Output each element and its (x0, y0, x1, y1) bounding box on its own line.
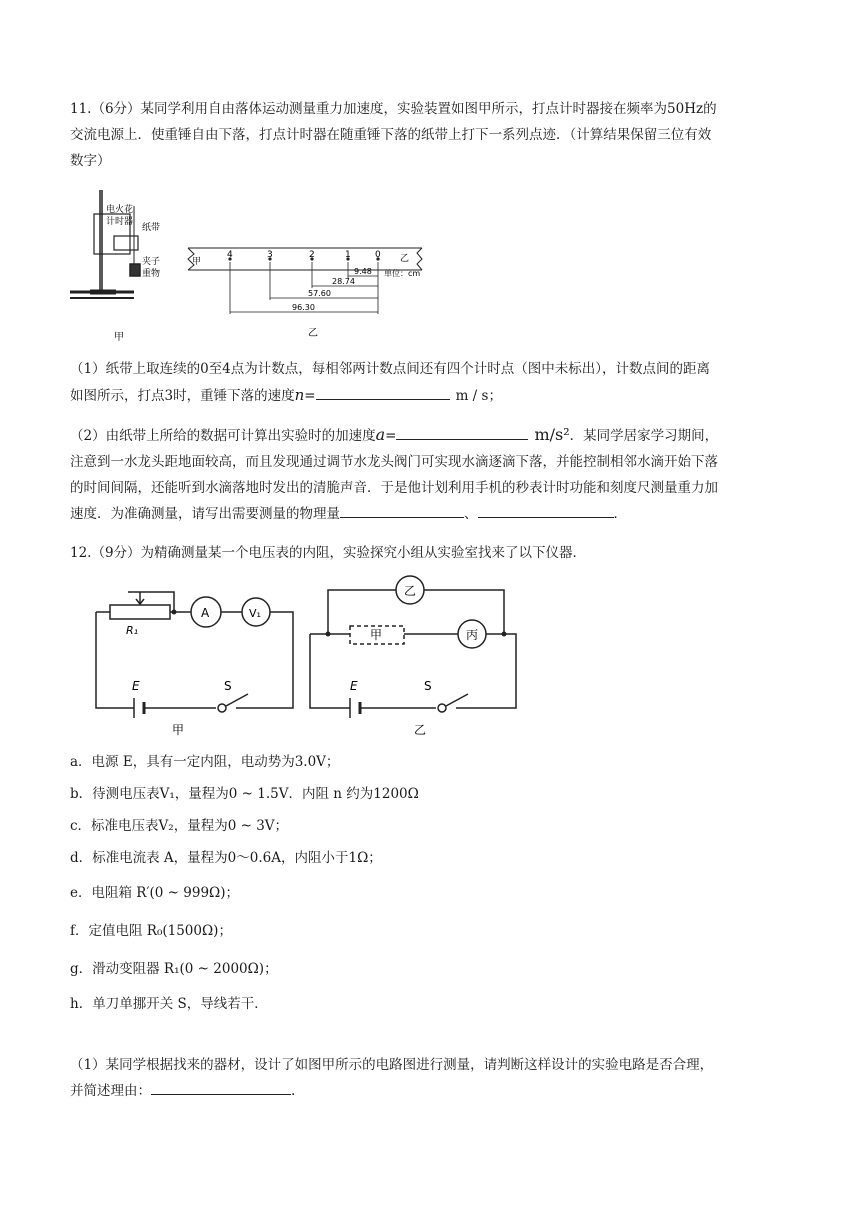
tape-left-label: 甲 (192, 257, 202, 267)
paper-tape (188, 248, 422, 270)
q11-part2-line1 (70, 422, 792, 449)
circuit-left (96, 592, 293, 718)
answer-blank-velocity[interactable] (316, 385, 450, 400)
point-label-3: 3 (267, 250, 273, 260)
q12-part1-line1: （1）某同学根据找来的器材，设计了如图甲所示的电路图进行测量，请判断这样设计的实验电路是否合理， (70, 1057, 714, 1073)
q11-line3: 数字） (70, 153, 111, 169)
q11-part1 (70, 356, 792, 409)
q11-header: 11.（6分）某同学利用自由落体运动测量重力加速度，实验装置如图甲所示，打点计时器接在频率为50Hz的 (70, 101, 717, 117)
item-e: e．电阻箱 R′(0 ~ 999Ω)； (70, 885, 239, 901)
tape-right-label: 乙 (400, 254, 410, 264)
node-dot-right (502, 632, 507, 637)
q12-intro (70, 540, 792, 566)
dist-label-2: 28.74 (332, 277, 355, 286)
q11-part2-line4-text: 速度．为准确测量，请写出需要测量的物理量 (70, 506, 340, 522)
item-b: b．待测电压表V₁，量程为0 ~ 1.5V．内阻 n 约为1200Ω (70, 786, 419, 802)
q12-part1-text: 并简述理由： (70, 1083, 151, 1099)
q12-items (70, 746, 792, 1020)
dist-label-1: 9.48 (354, 267, 372, 276)
answer-blank-reason[interactable] (151, 1080, 291, 1095)
item-c: c．标准电压表V₂，量程为0 ~ 3V； (70, 818, 289, 834)
label-r1: R₁ (126, 624, 139, 637)
q11-line2: 交流电源上．使重锤自由下落，打点计时器在随重锤下落的纸带上打下一系列点迹．（计算结果保留三位有效 (70, 127, 712, 143)
caption-left: 甲 (114, 332, 124, 342)
caption-right: 乙 (308, 328, 318, 339)
unit-label: 单位：cm (384, 269, 421, 278)
label-emf-right: E (350, 679, 358, 693)
q11-part2-line2: 注意到一水龙头距地面较高，而且发现通过调节水龙头阀门可实现水滴逐滴下落，并能控制相邻水滴开始下落 (70, 454, 718, 470)
tape-points (228, 257, 379, 260)
var-a: a (375, 425, 386, 444)
label-box: 甲 (370, 628, 383, 642)
var-v3: n (294, 386, 305, 404)
answer-blank-quantity-1[interactable] (340, 503, 464, 518)
item-f: f．定值电阻 R₀(1500Ω)； (70, 923, 232, 939)
separator: 、 (464, 506, 478, 522)
label-switch-left: S (224, 679, 232, 693)
q11-part2-line4 (70, 501, 792, 527)
label-top-meter: 乙 (404, 584, 417, 598)
label-ammeter: A (201, 606, 210, 620)
q11-part2-text: （2）由纸带上所给的数据可计算出实验时的加速度 (70, 428, 376, 444)
answer-blank-acceleration[interactable] (396, 425, 528, 440)
paper-label: 纸带 (142, 223, 161, 233)
caption-circuit-right: 乙 (414, 723, 427, 737)
item-a: a．电源 E，具有一定内阻，电动势为3.0V； (70, 754, 340, 770)
label-switch-right: S (424, 679, 432, 693)
q12-figure (88, 570, 528, 738)
item-g: g．滑动变阻器 R₁(0 ~ 2000Ω)； (70, 961, 278, 977)
q12-part1 (70, 1052, 792, 1104)
label-voltmeter: V₁ (249, 607, 261, 620)
point-label-1: 1 (345, 250, 351, 260)
item-h: h．单刀单挪开关 S，导线若干． (70, 996, 268, 1012)
q11-figure (70, 186, 440, 342)
label-emf-left: E (132, 679, 140, 693)
q11-intro (70, 96, 792, 174)
dist-label-3: 57.60 (308, 289, 331, 298)
clip-label: 夹子 (142, 257, 161, 267)
q11-part2-line3: 的时间间隔，还能听到水滴落地时发出的清脆声音．于是他计划利用手机的秒表计时功能和刻度尺测量重力加 (70, 480, 718, 496)
label-circle-meter: 丙 (466, 628, 479, 642)
equals-sign: = (304, 388, 316, 404)
node-dot-left (326, 632, 331, 637)
node-dot (172, 610, 177, 615)
q12-header: 12.（9分）为精确测量某一个电压表的内阻，实验探究小组从实验室找来了以下仪器． (70, 545, 587, 561)
point-label-2: 2 (309, 250, 315, 260)
q12-period: . (291, 1083, 296, 1099)
point-label-4: 4 (227, 250, 233, 260)
equals-sign-2: = (385, 428, 397, 444)
dist-label-4: 96.30 (292, 303, 315, 312)
answer-blank-quantity-2[interactable] (478, 503, 614, 518)
item-d: d．标准电流表 A，量程为0～0.6A，内阻小于1Ω； (70, 850, 382, 866)
q11-part1-line1: （1）纸带上取连续的0至4点为计数点，每相邻两计数点间还有四个计时点（图中未标出），计数点间的距离 (70, 361, 711, 377)
q12-part1-line2 (70, 1078, 792, 1104)
caption-circuit-left: 甲 (172, 723, 185, 737)
period: ． (613, 506, 627, 522)
q11-part1-text: 如图所示，打点3时，重锤下落的速度 (70, 388, 295, 404)
weight-label: 重物 (142, 269, 161, 279)
point-label-0: 0 (375, 250, 381, 260)
q11-part1-line2 (70, 382, 792, 409)
device-label-1: 电火花 (106, 205, 134, 215)
q11-part2 (70, 422, 792, 527)
velocity-unit: m / s； (455, 388, 502, 404)
q11-part2-cont: ．某同学居家学习期间， (569, 428, 719, 444)
device-label-2: 计时器 (106, 217, 134, 227)
acceleration-unit: m/s² (534, 425, 570, 444)
